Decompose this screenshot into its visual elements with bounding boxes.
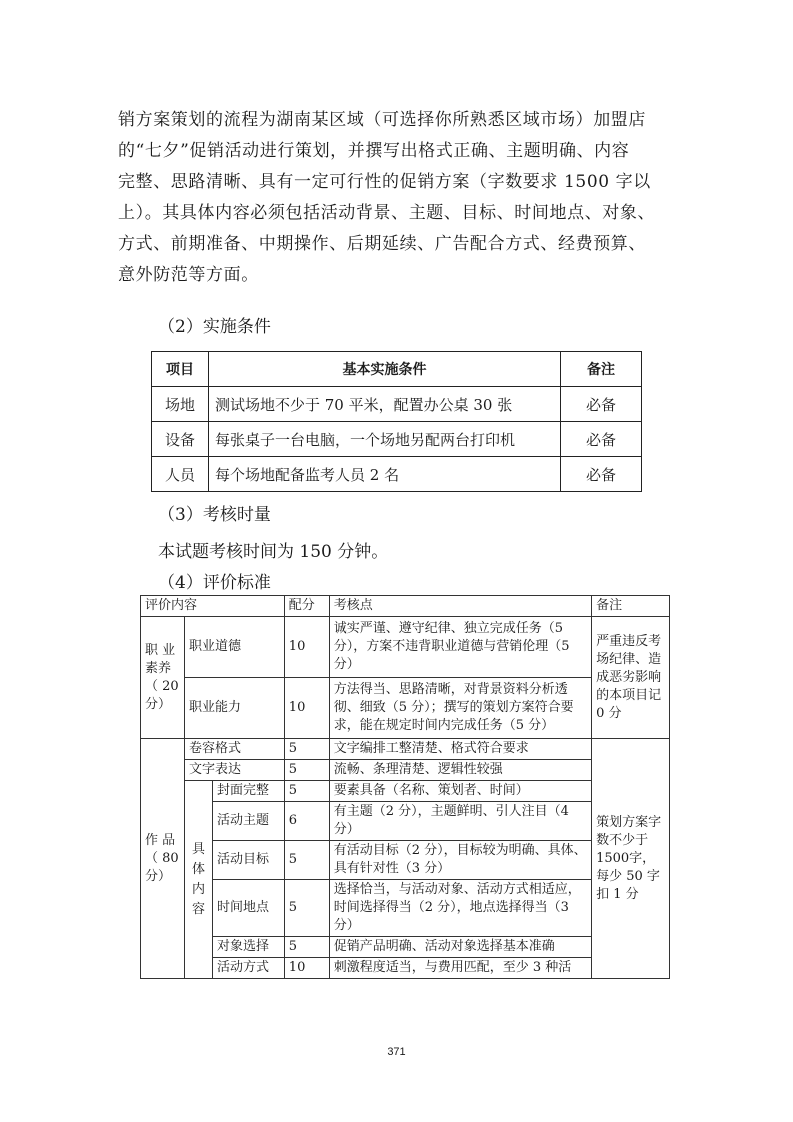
table-cell: 职业道德 — [184, 617, 284, 678]
table-row — [152, 422, 642, 457]
table-cell: 必备 — [561, 422, 642, 457]
table-cell: 5 — [284, 937, 329, 958]
table-header-cell: 项目 — [152, 352, 209, 387]
intro-paragraph — [118, 105, 698, 291]
table-header-cell: 配分 — [284, 596, 329, 617]
table-row — [141, 937, 670, 958]
intro-line: 方式、前期准备、中期操作、后期延续、广告配合方式、经费预算、 — [118, 234, 646, 254]
table-header-row — [141, 596, 670, 617]
intro-line: 销方案策划的流程为湖南某区域（可选择你所熟悉区域市场）加盟店 — [118, 110, 646, 130]
group-label-cell: 职 业 素养 （ 20 分） — [141, 617, 185, 739]
table-cell: 职业能力 — [184, 678, 284, 739]
table-header-cell: 考核点 — [329, 596, 591, 617]
table-cell: 10 — [284, 678, 329, 739]
table-cell: 活动主题 — [212, 802, 284, 841]
sub-group-label: 具体内容 — [191, 841, 205, 917]
table-cell: 选择恰当，与活动对象、活动方式相适应，时间选择得当（2 分），地点选择得当（3 分） — [329, 880, 591, 937]
table-cell: 文字表达 — [184, 760, 284, 781]
table-cell: 场地 — [152, 387, 209, 422]
table-row — [141, 617, 670, 678]
table-cell: 每张桌子一台电脑，一个场地另配两台打印机 — [209, 422, 561, 457]
table-cell: 刺激程度适当，与费用匹配，至少 3 种活 — [329, 958, 591, 979]
table-cell: 测试场地不少于 70 平米，配置办公桌 30 张 — [209, 387, 561, 422]
table-cell: 5 — [284, 781, 329, 802]
table-cell: 设备 — [152, 422, 209, 457]
table-row — [141, 880, 670, 937]
table-row — [152, 387, 642, 422]
table-cell: 方法得当、思路清晰，对背景资料分析透彻、细致（5 分）；撰写的策划方案符合要求，能在规定时间内完成任务（5 分） — [329, 678, 591, 739]
intro-line: 意外防范等方面。 — [118, 265, 259, 285]
evaluation-table — [140, 595, 670, 979]
table-cell: 卷容格式 — [184, 739, 284, 760]
note-cell: 严重违反考场纪律、造成恶劣影响的本项目记 0 分 — [592, 617, 670, 739]
table-cell: 诚实严谨、遵守纪律、独立完成任务（5 分），方案不违背职业道德与营销伦理（5 分） — [329, 617, 591, 678]
conditions-table — [151, 351, 642, 492]
section-heading-time: （3）考核时量 — [158, 505, 271, 525]
table-cell: 活动目标 — [212, 841, 284, 880]
table-header-cell: 评价内容 — [141, 596, 285, 617]
table-cell: 必备 — [561, 387, 642, 422]
table-cell: 对象选择 — [212, 937, 284, 958]
section-heading-conditions: （2）实施条件 — [158, 317, 271, 337]
table-cell: 5 — [284, 760, 329, 781]
group-label-cell: 作 品 （ 80 分） — [141, 739, 185, 979]
table-cell: 10 — [284, 958, 329, 979]
section-heading-evaluation: （4）评价标准 — [158, 573, 271, 593]
table-row — [141, 760, 670, 781]
table-row — [141, 841, 670, 880]
table-cell: 促销产品明确、活动对象选择基本准确 — [329, 937, 591, 958]
table-row — [141, 678, 670, 739]
table-row — [141, 739, 670, 760]
table-cell: 必备 — [561, 457, 642, 492]
note-cell: 策划方案字数不少于 1500字，每少 50 字扣 1 分 — [592, 739, 670, 979]
table-cell: 6 — [284, 802, 329, 841]
table-cell: 5 — [284, 739, 329, 760]
table-header-cell: 备注 — [561, 352, 642, 387]
table-cell: 10 — [284, 617, 329, 678]
table-cell: 活动方式 — [212, 958, 284, 979]
table-row — [141, 802, 670, 841]
time-text: 本试题考核时间为 150 分钟。 — [158, 542, 389, 562]
table-cell: 要素具备（名称、策划者、时间） — [329, 781, 591, 802]
table-cell: 封面完整 — [212, 781, 284, 802]
intro-line: 完整、思路清晰、具有一定可行性的促销方案（字数要求 1500 字以 — [118, 172, 651, 192]
table-cell: 5 — [284, 841, 329, 880]
table-row — [152, 457, 642, 492]
table-cell: 每个场地配备监考人员 2 名 — [209, 457, 561, 492]
intro-line: 的“七夕”促销活动进行策划，并撰写出格式正确、主题明确、内容 — [118, 141, 630, 161]
table-cell: 有活动目标（2 分），目标较为明确、具体、具有针对性（3 分） — [329, 841, 591, 880]
table-cell: 时间地点 — [212, 880, 284, 937]
sub-group-label-cell — [184, 781, 212, 979]
table-row — [141, 781, 670, 802]
table-cell: 流畅、条理清楚、逻辑性较强 — [329, 760, 591, 781]
table-cell: 5 — [284, 880, 329, 937]
table-row — [141, 958, 670, 979]
table-cell: 人员 — [152, 457, 209, 492]
table-cell: 文字编排工整清楚、格式符合要求 — [329, 739, 591, 760]
table-header-cell: 基本实施条件 — [209, 352, 561, 387]
table-header-cell: 备注 — [592, 596, 670, 617]
table-header-row — [152, 352, 642, 387]
page-number: 371 — [387, 1046, 406, 1058]
table-cell: 有主题（2 分），主题鲜明、引人注目（4 分） — [329, 802, 591, 841]
intro-line: 上）。其具体内容必须包括活动背景、主题、目标、时间地点、对象、 — [118, 203, 656, 223]
